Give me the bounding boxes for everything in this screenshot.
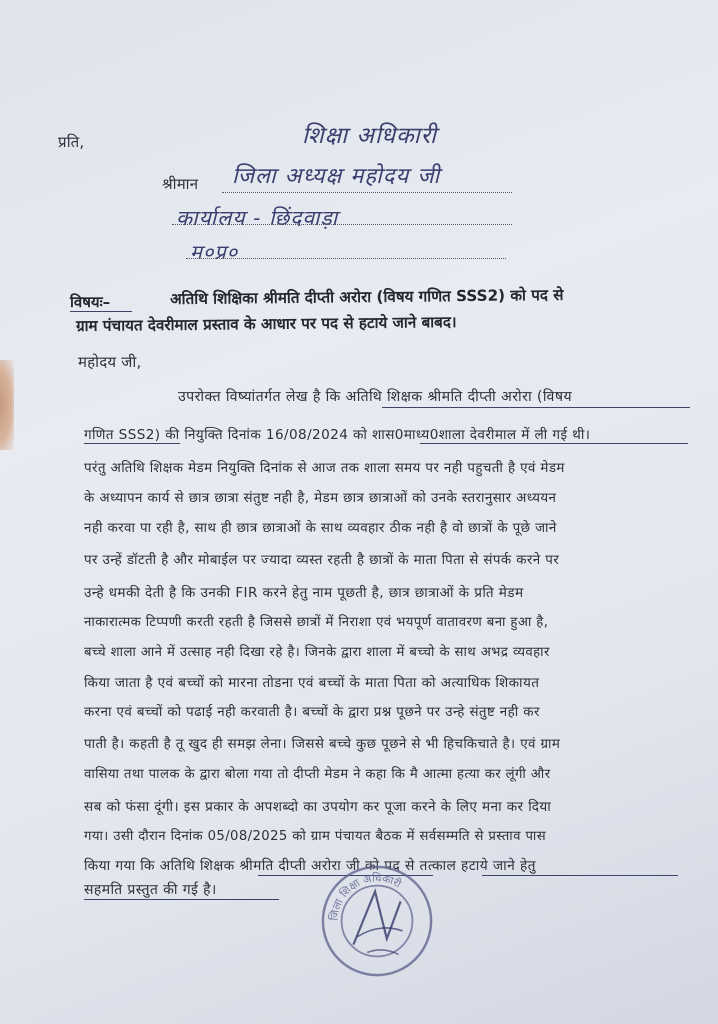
body-line: के अध्यापन कार्य से छात्र छात्रा संतुष्ट नही है, मेडम छात्र छात्राओं को उनके स्तरानुसार अध्ययन [84, 491, 557, 506]
body-line: सहमति प्रस्तुत की गई है। [84, 882, 217, 898]
stamp-arc-text: जिला शिक्षा अधिकारी [327, 871, 404, 922]
body-line: सब को फंसा दूंगी। इस प्रकार के अपशब्दो का उपयोग कर पूजा करने के लिए मना कर दिया [84, 799, 552, 815]
pen-underline [482, 875, 678, 876]
paper-edge-shadow [0, 360, 14, 450]
subject-label-underline [70, 311, 132, 312]
address-dotted-line-1 [222, 192, 512, 193]
body-line: परंतु अतिथि शिक्षक मेडम नियुक्ति दिनांक से आज तक शाला समय पर नही पहुचती है एवं मेडम [84, 461, 565, 476]
pen-underline [382, 407, 690, 408]
body-line: नाकारात्मक टिप्पणी करती रहती है जिससे छात्रों में निराशा एवं भयपूर्ण वातावरण बना हुआ है, [84, 615, 549, 630]
pen-underline [420, 443, 688, 444]
body-line: पाती है। कहती है तू खुद ही समझ लेना। जिससे बच्चे कुछ पूछने से भी हिचकिचाते है। एवं ग्राम [84, 737, 561, 752]
office-stamp-seal [318, 862, 436, 980]
recipient-handwritten-state: म०प्र० [190, 240, 239, 264]
to-label: प्रति, [58, 133, 85, 151]
recipient-handwritten-office: कार्यालय - छिंदवाड़ा [176, 206, 339, 230]
body-line: किया जाता है एवं बच्चों को मारना तोडना एवं बच्चों के माता पिता को अत्याधिक शिकायत [84, 675, 540, 691]
address-dotted-line-2 [172, 224, 512, 225]
pen-underline [84, 899, 279, 900]
body-line: गया। उसी दौरान दिनांक 05/08/2025 को ग्राम पंचायत बैठक में सर्वसम्मति से प्रस्ताव पास [84, 829, 547, 844]
body-line: नही करवा पा रही है, साथ ही छात्र छात्राओं के साथ व्यवहार ठीक नही है वो छात्रों के पूछे जाने [84, 521, 557, 536]
recipient-handwritten-name: जिला अध्यक्ष महोदय जी [232, 164, 441, 189]
body-line: गणित SSS2) की नियुक्ति दिनांक 16/08/2024 को शास0माध्य0शाला देवरीमाल में ली गई थी। [84, 427, 591, 443]
subject-label: विषयः– [70, 293, 111, 311]
body-line: बच्चे शाला आने में उत्साह नही दिखा रहे है। जिनके द्वारा शाला में बच्चो के साथ अभद्र व्यवहार [84, 645, 550, 660]
subject-line-1: अतिथि शिक्षिका श्रीमति दीप्ती अरोरा (विषय गणित SSS2) को पद से [169, 285, 564, 309]
pen-underline [84, 443, 180, 444]
body-line: पर उन्हें डॉटती है और मोबाईल पर ज्यादा व्यस्त रहती है छात्रों के माता पिता से संपर्क करने पर [84, 553, 560, 568]
recipient-handwritten-title: शिक्षा अधिकारी [302, 123, 438, 149]
address-dotted-line-3 [186, 258, 506, 259]
salutation: महोदय जी, [78, 353, 142, 371]
shriman-label: श्रीमान [162, 175, 199, 193]
subject-line-2: ग्राम पंचायत देवरीमाल प्रस्ताव के आधार पर पद से हटाये जाने बाबद। [75, 313, 457, 335]
body-line: उपरोक्त विष्यांतर्गत लेख है कि अतिथि शिक्षक श्रीमति दीप्ती अरोरा (विषय [178, 389, 573, 405]
body-line: उन्हे धमकी देती है कि उनकी FIR करने हेतु नाम पूछती है, छात्र छात्राओं के प्रति मेडम [84, 585, 524, 601]
body-line: करना एवं बच्चों को पढाई नही करवाती है। बच्चों के द्वारा प्रश्न पूछने पर उन्हे संतुष्ट नही कर [84, 705, 540, 720]
body-line: किया गया कि अतिथि शिक्षक श्रीमति दीप्ती अरोरा जी को पद से तत्काल हटाये जाने हेतु [84, 858, 536, 874]
body-line: वासिया तथा पालक के द्वारा बोला गया तो दीप्ती मेडम ने कहा कि मै आत्मा हत्या कर लूंगी और [84, 767, 551, 782]
